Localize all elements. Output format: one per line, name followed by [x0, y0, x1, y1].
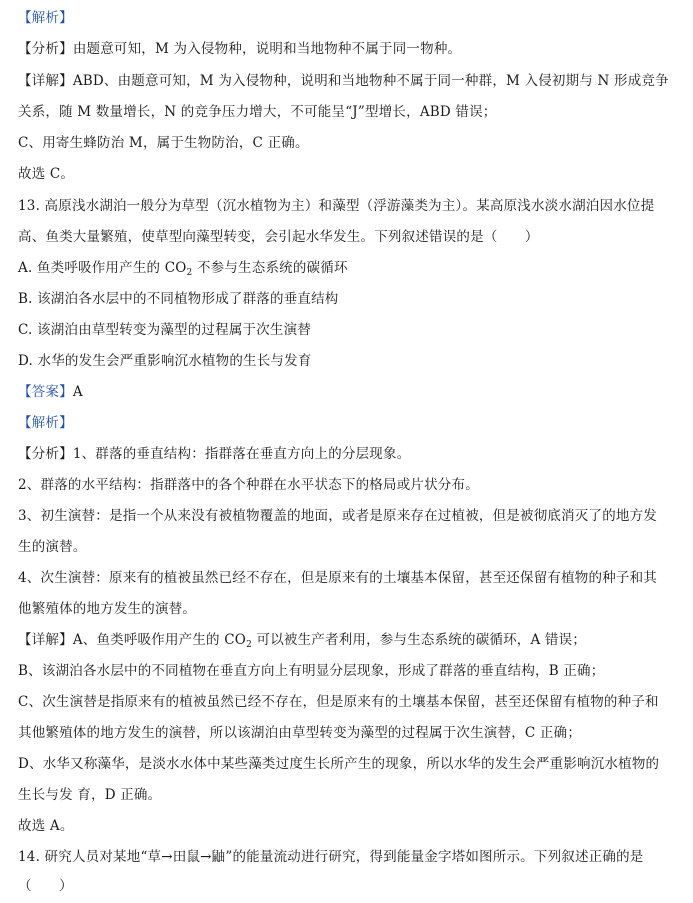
q13-option-b: B. 该湖泊各水层中的不同植物形成了群落的垂直结构: [18, 291, 339, 307]
q13-point-1: 1、群落的垂直结构：指群落在垂直方向上的分层现象。: [72, 446, 411, 462]
q13-fenxi-tag: 【分析】: [18, 446, 73, 462]
q13-answer: [18, 382, 679, 402]
q13-point-3-line-2: 生的演替。: [18, 539, 87, 555]
q13-point-4-line-1: 4、次生演替：原来有的植被虽然已经不存在，但是原来有的土壤基本保留，甚至还保留有植物的种子和其: [18, 570, 657, 586]
q14-stem-line-2: （ ）: [18, 878, 73, 894]
xiangjie-line: [18, 71, 679, 91]
xiangjie-tag: 【详解】: [18, 73, 73, 89]
q13-fenxi-line: [18, 444, 679, 464]
answer-value: A: [72, 384, 83, 400]
q13-stem-line-1: 13. 高原浅水湖泊一般分为草型（沉水植物为主）和藻型（浮游藻类为主）。某高原浅水淡水湖泊因水位提: [18, 198, 655, 214]
q13-detail-c-line-1: C、次生演替是指原来有的植被虽然已经不存在，但是原来有的土壤基本保留，甚至还保留有植物的种子和: [18, 694, 659, 710]
q13-detail-a-post: 可以被生产者利用，参与生态系统的碳循环，A 错误；: [252, 632, 587, 648]
q13-analysis-heading: [18, 413, 679, 433]
q13-option-a-sub: 2: [186, 268, 193, 278]
q13-option-a-post: 不参与生态系统的碳循环: [192, 260, 348, 276]
fenxi-text: 由题意可知，M 为入侵物种，说明和当地物种不属于同一物种。: [72, 41, 462, 57]
xiangjie-text-1: ABD、由题意可知，M 为入侵物种，说明和当地物种不属于同一种群，M 入侵初期与 N 形成竞争: [72, 73, 669, 89]
fenxi-tag: 【分析】: [18, 41, 73, 57]
q13-point-2: 2、群落的水平结构：指群落中的各个种群在水平状态下的格局或片状分布。: [18, 477, 479, 493]
option-c-explain: C、用寄生蜂防治 M，属于生物防治，C 正确。: [18, 135, 309, 151]
q13-option-c: C. 该湖泊由草型转变为藻型的过程属于次生演替: [18, 322, 312, 338]
q13-option-d: D. 水华的发生会严重影响沉水植物的生长与发育: [18, 353, 312, 369]
q13-option-a-pre: A. 鱼类呼吸作用产生的 CO: [18, 260, 187, 276]
answer-tag: 【答案】: [18, 384, 73, 400]
q13-conclusion: 故选 A。: [18, 818, 74, 834]
q13-detail-a-pre: A、鱼类呼吸作用产生的 CO: [72, 632, 247, 648]
q13-xiangjie-tag: 【详解】: [18, 632, 73, 648]
q13-detail-a: [18, 630, 679, 650]
q13-stem-line-2: 高、鱼类大量繁殖，使草型向藻型转变，会引起水华发生。下列叙述错误的是（ ）: [18, 229, 539, 245]
q13-detail-d-line-1: D、水华又称藻华，是淡水水体中某些藻类过度生长所产生的现象，所以水华的发生会严重影响沉水植物的: [18, 756, 660, 772]
q13-point-3-line-1: 3、初生演替：是指一个从来没有被植物覆盖的地面，或者是原来存在过植被，但是被彻底消灭了的地方发: [18, 508, 657, 524]
xiangjie-line-2: 关系，随 M 数量增长，N 的竞争压力增大，不可能呈“J”型增长，ABD 错误；: [18, 104, 497, 120]
q13-analysis-tag: 【解析】: [18, 415, 73, 431]
q13-option-a: [18, 258, 679, 278]
conclusion-12: 故选 C。: [18, 166, 75, 182]
fenxi-line: [18, 39, 679, 59]
q13-detail-d-line-2: 生长与发 育，D 正确。: [18, 787, 162, 803]
q13-detail-b: B、该湖泊各水层中的不同植物在垂直方向上有明显分层现象，形成了群落的垂直结构，B 正确；: [18, 663, 605, 679]
q14-stem-line-1: 14. 研究人员对某地“草→田鼠→鼬”的能量流动进行研究，得到能量金字塔如图所示。下列叙述正确的是: [18, 849, 644, 865]
analysis-heading: [18, 8, 679, 28]
q13-point-4-line-2: 他繁殖体的地方发生的演替。: [18, 601, 197, 617]
q13-detail-c-line-2: 其他繁殖体的地方发生的演替，所以该湖泊由草型转变为藻型的过程属于次生演替，C 正确；: [18, 725, 582, 741]
q13-detail-a-sub: 2: [246, 640, 252, 650]
analysis-tag: 【解析】: [18, 10, 73, 26]
